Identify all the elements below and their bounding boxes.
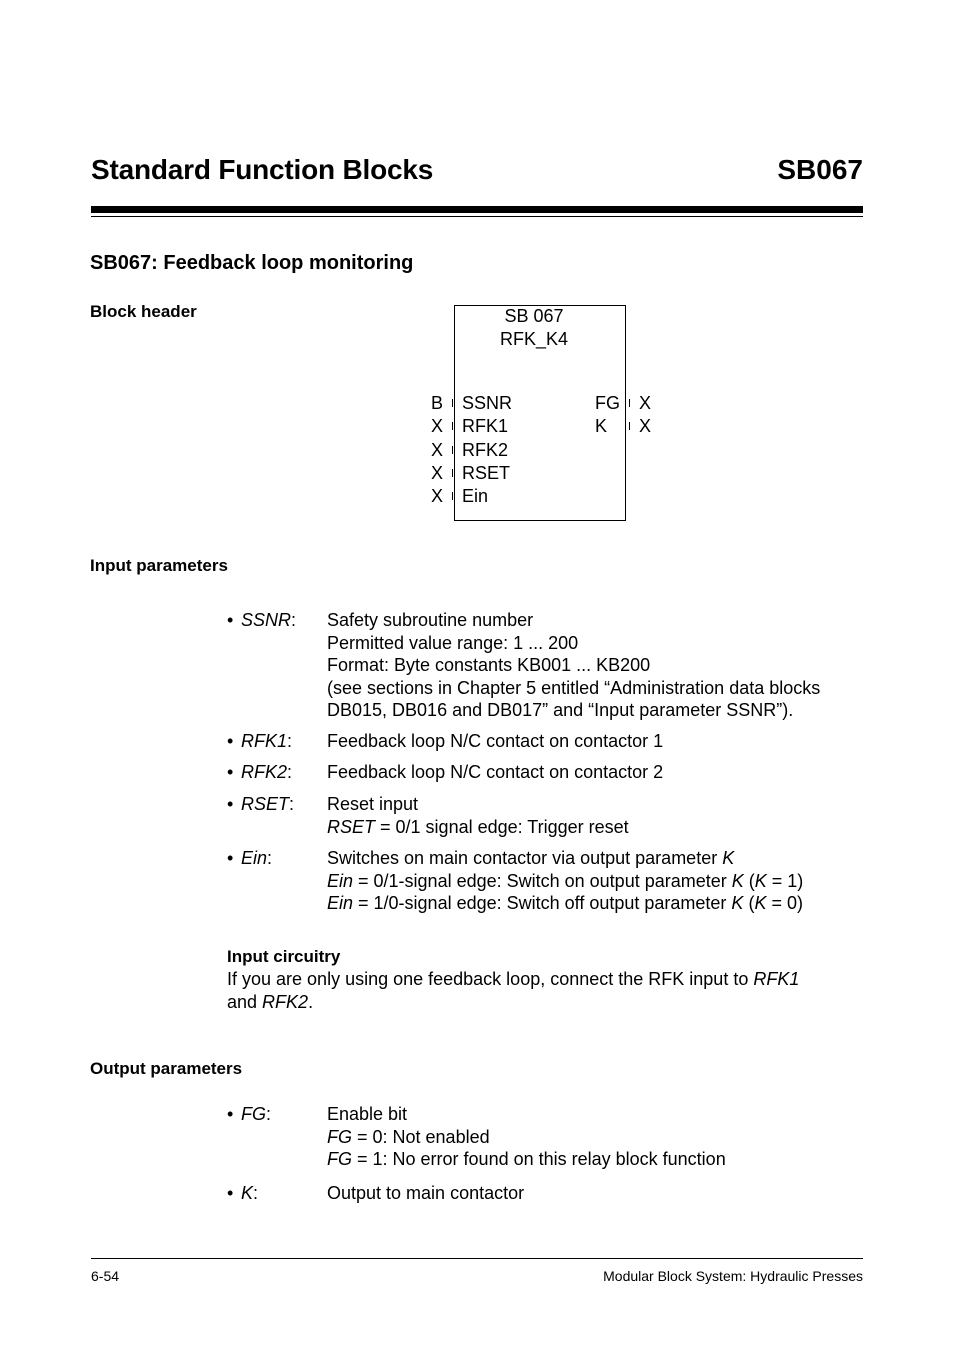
output-name: K <box>595 416 608 437</box>
desc-line: Feedback loop N/C contact on contactor 1 <box>327 731 664 751</box>
output-parameters-label: Output parameters <box>90 1059 243 1078</box>
desc-line: DB015, DB016 and DB017” and “Input parameter SSNR”). <box>327 700 794 720</box>
bullet: • <box>227 731 234 751</box>
desc-line: Reset input <box>327 794 419 814</box>
desc-line: FG = 1: No error found on this relay block function <box>327 1149 726 1169</box>
block-name-line1: SB 067 <box>504 306 564 326</box>
param-colon: : <box>267 848 273 868</box>
page-title: Standard Function Blocks <box>91 154 434 185</box>
desc-line: Ein = 0/1-signal edge: Switch on output parameter K (K = 1) <box>327 870 804 891</box>
block-name-line2: RFK_K4 <box>499 329 569 349</box>
desc-line: Ein = 1/0-signal edge: Switch off output parameter K (K = 0) <box>327 893 803 913</box>
param-name: RSET <box>241 794 290 814</box>
section-title: SB067: Feedback loop monitoring <box>90 252 414 274</box>
input-type: B <box>431 393 444 413</box>
input-name: Ein <box>462 486 489 507</box>
page-number: 6-54 <box>91 1268 120 1284</box>
param-name: SSNR <box>241 610 292 630</box>
param-description <box>327 761 663 784</box>
bullet: • <box>227 848 234 868</box>
param-description <box>327 847 803 915</box>
param-description <box>327 1182 524 1205</box>
output-type: X <box>639 416 652 437</box>
param-colon: : <box>266 1104 272 1124</box>
pin-tick <box>629 422 630 430</box>
param-colon: : <box>253 1183 259 1203</box>
param-name: K <box>241 1183 254 1203</box>
block-code: SB067 <box>777 154 863 185</box>
param-description <box>327 1103 726 1171</box>
bullet: • <box>227 610 234 630</box>
footer-title: Modular Block System: Hydraulic Presses <box>603 1268 863 1284</box>
bullet: • <box>227 1183 234 1203</box>
pin-tick <box>452 422 453 430</box>
param-name: FG <box>241 1104 266 1124</box>
input-type: X <box>431 486 444 507</box>
param-name: Ein <box>241 848 268 868</box>
input-type: X <box>431 462 444 483</box>
input-circuitry-label: Input circuitry <box>227 947 341 966</box>
input-type: X <box>431 416 444 437</box>
pin-tick <box>452 446 453 454</box>
bullet: • <box>227 762 234 782</box>
param-name: RFK2 <box>241 762 288 782</box>
pin-tick <box>452 469 453 477</box>
param-colon: : <box>287 731 293 751</box>
desc-line: FG = 0: Not enabled <box>327 1126 490 1147</box>
bullet: • <box>227 1104 234 1124</box>
param-colon: : <box>287 762 293 782</box>
input-circuitry-text: If you are only using one feedback loop, connect the RFK input to RFK1 and RFK2. <box>227 969 800 1012</box>
param-description <box>327 609 820 722</box>
block-header-label: Block header <box>90 302 197 321</box>
desc-line: (see sections in Chapter 5 entitled “Administration data blocks <box>327 677 821 698</box>
input-name: RSET <box>462 462 511 483</box>
pin-tick <box>452 399 453 407</box>
footer-rule <box>91 1258 863 1259</box>
output-type: X <box>639 393 652 413</box>
pin-tick <box>629 399 630 407</box>
desc-line: Switches on main contactor via output parameter K <box>327 848 735 868</box>
desc-line: Format: Byte constants KB001 ... KB200 <box>327 655 651 675</box>
param-name: RFK1 <box>241 731 288 751</box>
param-colon: : <box>289 794 295 814</box>
param-description <box>327 730 663 753</box>
input-type: X <box>431 439 444 460</box>
param-colon: : <box>291 610 297 630</box>
input-name: RFK1 <box>462 416 509 437</box>
pin-tick <box>452 492 453 500</box>
desc-line: Enable bit <box>327 1104 408 1124</box>
input-parameters-label: Input parameters <box>90 556 228 575</box>
desc-line: Safety subroutine number <box>327 610 534 630</box>
header-rule-thick <box>91 206 863 213</box>
header-rule-thin <box>91 216 863 217</box>
desc-line: Output to main contactor <box>327 1183 525 1203</box>
input-name: RFK2 <box>462 439 509 460</box>
desc-line: Permitted value range: 1 ... 200 <box>327 632 579 653</box>
param-description <box>327 793 629 838</box>
bullet: • <box>227 794 234 814</box>
output-name: FG <box>595 393 620 413</box>
input-name: SSNR <box>462 393 513 413</box>
desc-line: RSET = 0/1 signal edge: Trigger reset <box>327 816 629 837</box>
desc-line: Feedback loop N/C contact on contactor 2 <box>327 762 664 782</box>
